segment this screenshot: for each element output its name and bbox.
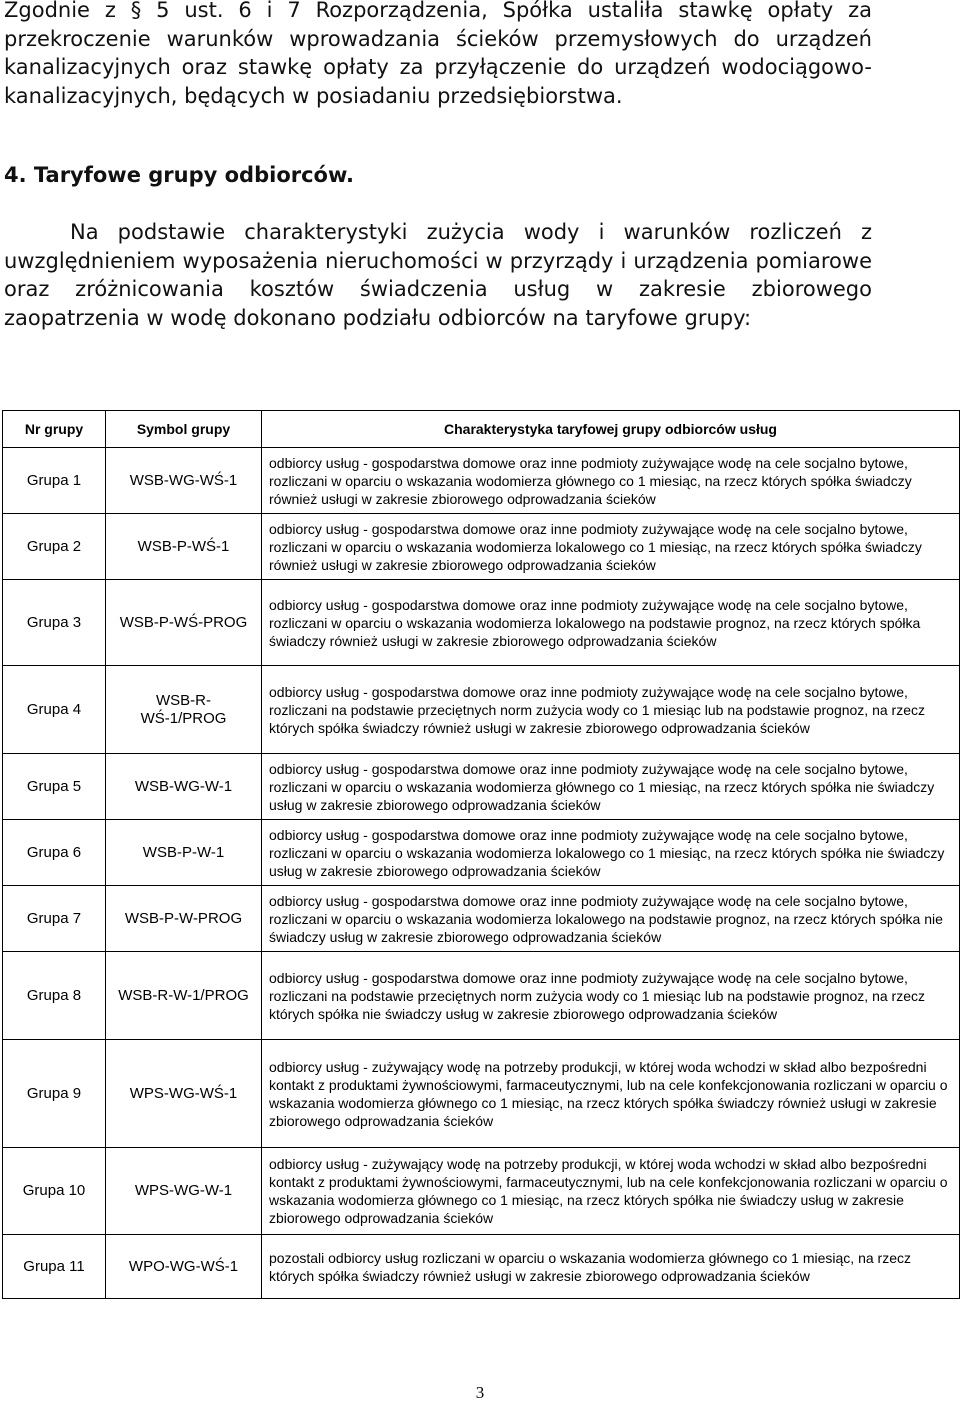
table-row xyxy=(3,514,960,580)
table-row xyxy=(3,580,960,666)
group-cell: Grupa 5 xyxy=(3,754,106,820)
table-header-row xyxy=(3,411,960,448)
description-cell: odbiorcy usług - gospodarstwa domowe oraz inne podmioty zużywające wodę na cele socjalno bytowe, rozliczani w oparciu o wskazania wodomierza lokalowego co 1 miesiąc, na rzecz których spółka świadczy również usługi w zakresie zbiorowego odprowadzania ścieków xyxy=(262,514,960,580)
description-cell: odbiorcy usług - gospodarstwa domowe oraz inne podmioty zużywające wodę na cele socjalno bytowe, rozliczani w oparciu o wskazania wodomierza lokalowego na podstawie prognoz, na rzecz których spółka nie świadczy usług w zakresie zbiorowego odprowadzania ścieków xyxy=(262,886,960,952)
symbol-cell: WSB-P-WŚ-PROG xyxy=(106,580,262,666)
symbol-cell: WSB-P-W-1 xyxy=(106,820,262,886)
header-group-no: Nr grupy xyxy=(3,411,106,448)
group-cell: Grupa 9 xyxy=(3,1040,106,1148)
tariff-groups-table xyxy=(2,410,960,1299)
description-cell: odbiorcy usług - gospodarstwa domowe oraz inne podmioty zużywające wodę na cele socjalno bytowe, rozliczani na podstawie przeciętnych norm zużycia wody co 1 miesiąc lub na podstawie prognoz, na rzecz których spółka świadczy również usługi w zakresie zbiorowego odprowadzania ścieków xyxy=(262,666,960,754)
table-row xyxy=(3,886,960,952)
table-row xyxy=(3,820,960,886)
group-cell: Grupa 7 xyxy=(3,886,106,952)
group-cell: Grupa 4 xyxy=(3,666,106,754)
description-cell: odbiorcy usług - gospodarstwa domowe oraz inne podmioty zużywające wodę na cele socjalno bytowe, rozliczani w oparciu o wskazania wodomierza lokalowego co 1 miesiąc, na rzecz których spółka nie świadczy usług w zakresie zbiorowego odprowadzania ścieków xyxy=(262,820,960,886)
symbol-cell: WPS-WG-W-1 xyxy=(106,1148,262,1235)
group-cell: Grupa 8 xyxy=(3,952,106,1040)
group-cell: Grupa 2 xyxy=(3,514,106,580)
description-cell: odbiorcy usług - gospodarstwa domowe oraz inne podmioty zużywające wodę na cele socjalno bytowe, rozliczani w oparciu o wskazania wodomierza lokalowego na podstawie prognoz, na rzecz których spółka świadczy również usługi w zakresie zbiorowego odprowadzania ścieków xyxy=(262,580,960,666)
symbol-cell: WSB-WG-WŚ-1 xyxy=(106,448,262,514)
section-heading: 4. Taryfowe grupy odbiorców. xyxy=(4,163,355,187)
symbol-cell: WSB-P-W-PROG xyxy=(106,886,262,952)
header-description: Charakterystyka taryfowej grupy odbiorców usług xyxy=(262,411,960,448)
group-cell: Grupa 3 xyxy=(3,580,106,666)
table-row xyxy=(3,1040,960,1148)
intro-paragraph: Zgodnie z § 5 ust. 6 i 7 Rozporządzenia, Spółka ustaliła stawkę opłaty za przekroczenie warunków wprowadzania ścieków przemysłowych do urządzeń kanalizacyjnych oraz stawkę opłaty za przyłączenie do urządzeń wodociągowo-kanalizacyjnych, będących w posiadaniu przedsiębiorstwa. xyxy=(4,0,872,108)
description-cell: odbiorcy usług - zużywający wodę na potrzeby produkcji, w której woda wchodzi w skład albo bezpośredni kontakt z produktami żywnościowymi, farmaceutycznymi, lub na cele konfekcjonowania rozliczani w oparciu o wskazania wodomierza głównego co 1 miesiąc, na rzecz których spółka nie świadczy usług w zakresie zbiorowego odprowadzania ścieków xyxy=(262,1148,960,1235)
symbol-cell: WPS-WG-WŚ-1 xyxy=(106,1040,262,1148)
symbol-cell: WSB-P-WŚ-1 xyxy=(106,514,262,580)
group-cell: Grupa 6 xyxy=(3,820,106,886)
group-cell: Grupa 10 xyxy=(3,1148,106,1235)
page-number: 3 xyxy=(475,1383,485,1402)
group-cell: Grupa 11 xyxy=(3,1235,106,1299)
section-paragraph: Na podstawie charakterystyki zużycia wody i warunków rozliczeń z uwzględnieniem wyposażenia nieruchomości w przyrządy i urządzenia pomiarowe oraz zróżnicowania kosztów świadczenia usług w zakresie zbiorowego zaopatrzenia w wodę dokonano podziału odbiorców na taryfowe grupy: xyxy=(4,220,872,330)
description-cell: odbiorcy usług - gospodarstwa domowe oraz inne podmioty zużywające wodę na cele socjalno bytowe, rozliczani na podstawie przeciętnych norm zużycia wody co 1 miesiąc lub na podstawie prognoz, na rzecz których spółka nie świadczy usług w zakresie zbiorowego odprowadzania ścieków xyxy=(262,952,960,1040)
table-row xyxy=(3,1235,960,1299)
symbol-cell: WSB-R-W-1/PROG xyxy=(106,952,262,1040)
description-cell: odbiorcy usług - zużywający wodę na potrzeby produkcji, w której woda wchodzi w skład albo bezpośredni kontakt z produktami żywnościowymi, farmaceutycznymi, lub na cele konfekcjonowania rozliczani w oparciu o wskazania wodomierza głównego co 1 miesiąc, na rzecz których spółka świadczy również usługi w zakresie zbiorowego odprowadzania ścieków xyxy=(262,1040,960,1148)
table-row xyxy=(3,1148,960,1235)
symbol-cell: WSB-R-WŚ-1/PROG xyxy=(106,666,262,754)
symbol-cell: WSB-WG-W-1 xyxy=(106,754,262,820)
table-row xyxy=(3,666,960,754)
table-row xyxy=(3,754,960,820)
header-symbol: Symbol grupy xyxy=(106,411,262,448)
description-cell: odbiorcy usług - gospodarstwa domowe oraz inne podmioty zużywające wodę na cele socjalno bytowe, rozliczani w oparciu o wskazania wodomierza głównego co 1 miesiąc, na rzecz których spółka nie świadczy usług w zakresie zbiorowego odprowadzania ścieków xyxy=(262,754,960,820)
table-row xyxy=(3,952,960,1040)
table-row xyxy=(3,448,960,514)
group-cell: Grupa 1 xyxy=(3,448,106,514)
description-cell: odbiorcy usług - gospodarstwa domowe oraz inne podmioty zużywające wodę na cele socjalno bytowe, rozliczani w oparciu o wskazania wodomierza głównego co 1 miesiąc, na rzecz których spółka świadczy również usługi w zakresie zbiorowego odprowadzania ścieków xyxy=(262,448,960,514)
symbol-cell: WPO-WG-WŚ-1 xyxy=(106,1235,262,1299)
description-cell: pozostali odbiorcy usług rozliczani w oparciu o wskazania wodomierza głównego co 1 miesiąc, na rzecz których spółka świadczy również usługi w zakresie zbiorowego odprowadzania ścieków xyxy=(262,1235,960,1299)
